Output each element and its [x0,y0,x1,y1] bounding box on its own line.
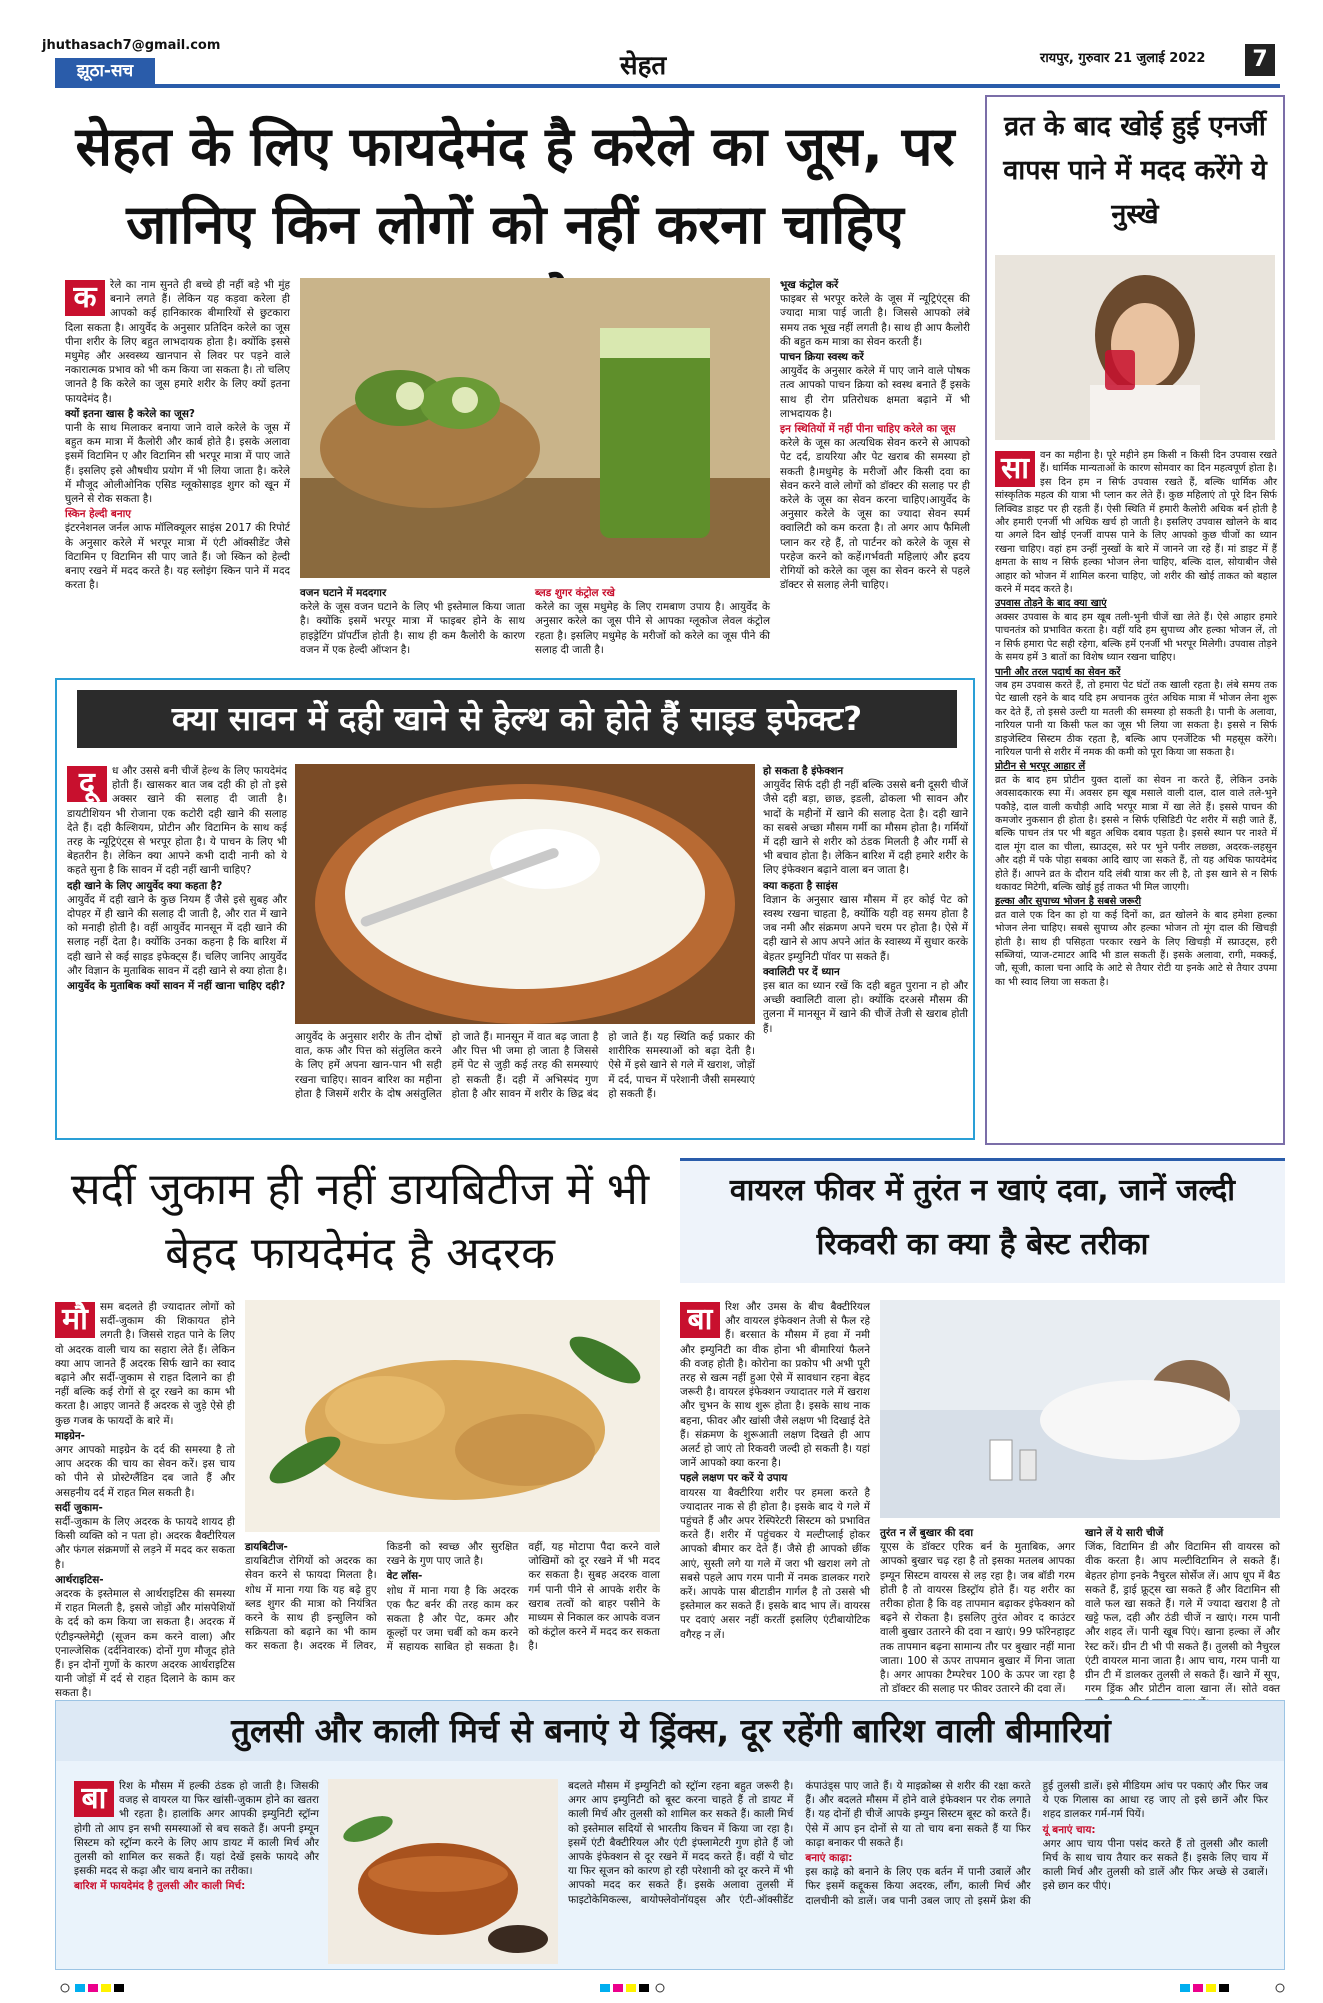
story-karela [55,100,975,665]
adrak-sub-1: माइग्रेन- [55,1429,85,1442]
vrat-sub-4: हल्का और सुपाच्य भोजन है सबसे जरूरी [995,896,1142,908]
karela-p-5: फाइबर से भरपूर करेले के जूस में न्यूट्रिएंट्स की ज्यादा मात्रा पाई जाती है। जिससे आपको लंबे समय तक भूख नहीं लगती है। साथ ही आप कैलोरी की बहुत कम मात्रा का सेवन करती हैं। [780,293,970,348]
tulsi-sub-2: बनाएं काढ़ा: [805,1852,853,1865]
karela-col-1 [65,278,290,663]
karela-p-3: करेले के जूस वजन घटाने के लिए भी इस्तेमाल किया जाता है। क्योंकि इसमें भरपूर मात्रा में फाइबर होने के साथ हाइड्रेटिंग प्रॉपर्टीज होती है। साथ ही कम कैलोरी के कारण वजन में एक हेल्दी ऑप्शन है। [300,601,525,656]
karela-sub-7: इन स्थितियों में नहीं पीना चाहिए करेले का जूस [780,423,956,436]
dahi-p-5: इस बात का ध्यान रखें कि दही बहुत पुराना न हो और अच्छी क्वालिटी वाला हो। क्योंकि दरअसे मौसम की तुलना में मानसून में खाने की चीजें तेजी से खराब होती हैं। [763,980,968,1035]
vrat-sub-2: पानी और तरल पदार्थ का सेवन करें [995,666,1121,678]
dropcap-viral: बा [680,1302,720,1338]
headline-vrat: व्रत के बाद खोई हुई एनर्जी वापस पाने में मदद करेंगे ये नुस्खे [1003,111,1267,230]
tulsi-p-1: बदलते मौसम में इम्युनिटी को स्ट्रॉन्ग रहना बहुत जरूरी है। अगर आप इम्युनिटी को बूस्ट करना चाहते हैं तो डायट में काली मिर्च और तुलसी को शामिल कर सकते हैं। काली मिर्च को इस्तेमाल सदियों से भारतीय किचन में किया जा रहा है। इसमें एंटी बैक्टीरियल और एंटी इंफ्लामेटरी गुण होते हैं जो आपके इंफेक्शन से दूर रखने में मदद करते हैं। वहीं ये चोट या फिर सूजन को कारण हो रही परेशानी को दूर करने में भी आपको मदद कर सकते हैं। इसके अलावा तुलसी में फाइटोकेमिकल्स, बायोफ्लेवोनॉयड्स और एंटी-ऑक्सीडेंट कंपाउंड्स पाए जाते हैं। ये माइक्रोब्स से शरीर की रक्षा करते हैं। और बदलते मौसम में होने वाले इंफेक्शन पर रोक लगाते हैं। यह दोनों ही चीजें आपके इम्युन सिस्टम बूस्ट को करते हैं। ऐसे में आप इन दोनों से या तो चाय बना सकते हैं या फिर काढ़ा बनाकर पी सकते हैं। [568,1780,1031,1906]
dahi-p-4: विज्ञान के अनुसार खास मौसम में हर कोई पेट को स्वस्थ रखना चाहता है, क्योंकि यही वह समय होता है जब नमी और संक्रमण अपने चरम पर होता है। ऐसे में दही खाने से आप अपने आंत के स्वास्थ्य में सुधार करके बेहतर इम्युनिटी पॉवर पा सकते हैं। [763,893,968,963]
masthead-brand: झूठा-सच [55,58,155,84]
viral-sub-3: खाने लें ये सारी चीजें [1085,1527,1164,1539]
adrak-sub-3: आर्थराइटिस- [55,1573,104,1586]
karela-col-3 [535,586,770,664]
vrat-p-2: जब हम उपवास करते हैं, तो हमारा पेट घंटों तक खाली रहता है। लंबे समय तक पेट खाली रहने के बाद यदि हम अचानक तुरंत अधिक मात्रा में भोजन लेना शुरू कर देते हैं, तो इससे उल्टी या मतली की समस्या हो सकती है। पानी के अलावा, नारियल पानी या किसी फल का जूस भी लिया जा सकता है। इससे न सिर्फ डाइजेस्टिव सिस्टम ठीक रहता है, बल्कि आप एनर्जेटिक भी महसूस करेंगे। नारियल पानी से शरीर में नमक की कमी को पूरा किया जा सकता है। [995,679,1277,758]
karela-col-4 [780,278,970,663]
adrak-sub-2: सर्दी जुकाम- [55,1501,103,1514]
viral-col-3 [1085,1526,1280,1696]
headline-karela: सेहत के लिए फायदेमंद है करेले का जूस, पर जानिए किन लोगों को नहीं करना चाहिए [75,115,955,256]
vrat-sub-3: प्रोटीन से भरपूर आहार लें [995,761,1086,773]
dropcap-vrat: सा [995,451,1035,487]
sick-woman-photo [880,1300,1280,1518]
dahi-p-1: आयुर्वेद में दही खाने के कुछ नियम हैं जैसे इसे सुबह और दोपहर में ही खाने की सलाह दी जाती है, और रात में खाने को मनाही होती है। वहीं आयुर्वेद मानसून में दही खाने की सलाह नहीं देता है। क्योंकि उनका कहना है कि बारिश में दही खाने से कई साइड इफेक्ट्स हैं। चलिए जानिए आयुर्वेद और विज्ञान के मुताबिक सावन में दही खाने से क्या होता है। [67,893,287,977]
karela-p-4: करेले का जूस मधुमेह के लिए रामबाण उपाय है। आयुर्वेद के अनुसार करेले का जूस पीने से आपका ग्लूकोज लेवल कंट्रोल रहता है। इसलिए मधुमेह के मरीजों को करेले का जूस पीने की सलाह दी जाती है। [535,601,770,656]
dahi-sub-3: हो सकता है इंफेक्शन [763,765,844,777]
karela-intro: रेले का नाम सुनते ही बच्चे ही नहीं बड़े भी मुंह बनाने लगते हैं। लेकिन यह कड़वा करेला ही आपको कई हानिकारक बीमारियों से छुटकारा दिला सकता है। आयुर्वेद के अनुसार प्रतिदिन करेले का जूस पीना शरीर के लिए बहुत लाभदायक होता है। क्योंकि इससे मधुमेह और अस्वस्थ्य खानपान से लिवर पर पड़ने वाले नकारात्मक प्रभाव को भी कम किया जा सकता है। तो चलिए जानते है कि करेले का जूस हमारे शरीर के लिए क्यों इतना फायदेमंद है। [65,279,290,405]
curd-bowl-photo [295,764,755,1024]
vrat-p-4: व्रत वाले एक दिन का हो या कई दिनों का, व्रत खोलने के बाद हमेशा हल्का भोजन लेना चाहिए। सबसे सुपाच्य और हल्का भोजन तो मूंग दाल की खिचड़ी होती है। साथ ही पसिहता परकार रखने के लिए खिचड़ी में स्प्राउट्स, हरी सब्जियां, प्याज-टमाटर आदि भी डाल सकती हैं। इसके अलावा, रागी, मक्कई, जौ, सूजी, काला चना आदि के आटे से तैयार रोटी या इनके आटे से तैयार उपमा का भी स्वाद लिया जा सकता है। [995,909,1277,988]
viral-p-1: वायरस या बैक्टीरिया शरीर पर हमला करते है ज्यादातर नाक से ही होता है। इसके बाद ये गले में पहुंचते हैं और अपर रेस्पिरेटरी सिस्टम को प्रभावित करते हैं। शरीर में पहुंचकर ये मल्टीप्लाई होकर आपको बीमार कर देते हैं। जैसे ही आपको छींक आएं, सुस्ती लगे या गले में जरा भी खराश लगे तो सबसे पहले आप गरम पानी में नमक डालकर गरारे करें। आपके पास बीटाडीन गार्गल है तो उससे भी इस्तेमाल कर सकते हैं। इसके बाद भाप लें। वायरस पर दवाएं असर नहीं करतीं इसलिए एंटीबायोटिक वगैरह न लें। [680,1486,870,1641]
vrat-intro: वन का महीना है। पूरे महीने हम किसी न किसी दिन उपवास रखते हैं। धार्मिक मान्यताओं के कारण सोमवार का दिन महत्वपूर्ण होता है। इस दिन हम न सिर्फ उपवास रखते हैं, बल्कि धार्मिक और सांस्कृतिक महत्व की यात्रा भी प्लान कर लेते हैं। कुछ महिलाएं तो पूरे दिन सिर्फ लिक्विड डाइट पर ही रहती हैं। ऐसी स्थिति में हमारी कैलोरी अधिक बर्न होती है और हमारी एनर्जी भी अधिक खर्च हो जाती है। इसलिए उपवास खोलने के बाद या अगले दिन खोई एनर्जी वापस पाने के लिए आपको कुछ चीजों का ध्यान रखना चाहिए। वहां हम उन्हीं नुस्खों के बारे में जानने जा रहे हैं। मां डाइट में हैं क्षमता के साथ न सिर्फ हल्का भोजन लेना चाहिए, बल्कि दाल, सोयाबीन जैसे आहार को भोजन में शामिल करना चाहिए, जो शरीर की खोई ताकत को बहाल करने में मदद करते है। [995,450,1277,596]
karela-sub-2: स्किन हेल्दी बनाए [65,508,132,521]
story-tulsi [55,1700,1285,1970]
vrat-p-3: व्रत के बाद हम प्रोटीन युक्त दालों का सेवन ना करते हैं, लेकिन उनके अवसादकारक स्पा में। अवसर हम खूब मसाले वाली दाल, दाल वाले तले-भुने पकौड़े, दाल वाली कचौड़ी आदि भरपूर मात्रा में खा लेते हैं। इससे पाचन की कमजोर नुकसान ही होता है। इससे न सिर्फ एसिडिटी पेट शरीर में सही जाते हैं, बल्कि पाचन तंत्र पर भी बहुत अधिक दबाव पड़ता है। इससे स्थान पर नाश्ते में दाल मूंग दाल का चीला, स्प्राउट्स, सरे पर भुने पनीर लछ्छा, अदरक-लहसुन और दही में पके पोहा सबका आदि खाए जा सकते हैं, तो यह अधिक फायदेमंद होते हैं। आपने व्रत के दौरान यदि लंबी यात्रा कर ली है, तो इस खाने से न सिर्फ थकावट मिटेगी, बल्कि खोई हुई ताकत भी मिल जाएगी। [995,774,1277,893]
ginger-photo [245,1300,660,1532]
adrak-p-4: डायबिटीज रोगियों को अदरक का सेवन करने से फायदा मिलता है। शोध में माना गया कि यह बढ़े हुए ब्लड शुगर की मात्रा को नियंत्रित करने के साथ ही इन्सुलिन को सक्रियता को बढ़ाने का भी काम कर सकता है। अदरक में लिवर, किडनी को स्वच्छ और सुरक्षित रखने के गुण पाए जाते है। [245,1541,519,1653]
registration-mark-center [600,1978,720,1988]
karela-col-2 [300,586,525,664]
adrak-p-2: सर्दी-जुकाम के लिए अदरक के फायदे शायद ही किसी व्यक्ति को न पता हो। अदरक बैक्टीरियल और फंगल संक्रमणों से लड़ने में मदद कर सकता है। [55,1516,235,1571]
dahi-sub-1: दही खाने के लिए आयुर्वेद क्या कहता है? [67,879,223,892]
section-title: सेहत [620,51,667,81]
dateline: रायपुर, गुरुवार 21 जुलाई 2022 [1040,51,1206,66]
page-number: 7 [1245,44,1275,76]
tulsi-p-2: इस काढ़े को बनाने के लिए एक बर्तन में पानी उबालें और फिर इसमें कद्दूकस किया अदरक, लौंग, काली मिर्च और दालचीनी को डालें। जब पानी उबल जाए तो इसमें फ्रेश की हुई तुलसी डालें। इसे मीडियम आंच पर पकाएं और फिर जब ये एक गिलास का आधा रह जाए तो इसे छानें और फिर शहद डालकर गर्म-गर्म पियें। [805,1780,1268,1907]
headline-adrak: सर्दी जुकाम ही नहीं डायबिटीज में भी बेहद फायदेमंद है अदरक [70,1164,650,1279]
vrat-body [995,449,1277,1139]
dahi-p-3: आयुर्वेद सिर्फ दही ही नहीं बल्कि उससे बनी दूसरी चीजें जैसे दही बड़ा, छाछ, इडली, ढोकला भी सावन और भादों के महीनों में खाने की सलाह देता है। दही खाने का सबसे अच्छा मौसम गर्मी का मौसम होता है। गर्मियों में दही खाने से शरीर को ठंडक मिलती है और गर्मी से भी बचाव होता है। लेकिन बारिश में दही हमारे शरीर के लिए इंफेक्शन बढ़ाने वाला बन जाता है। [763,779,968,877]
dahi-col-2 [295,1030,755,1134]
masthead-rule [55,84,1280,88]
viral-sub-1: पहले लक्षण पर करें ये उपाय [680,1472,788,1485]
dropcap-tulsi: बा [74,1781,114,1817]
adrak-intro: सम बदलते ही ज्यादातर लोगों को सर्दी-जुकाम की शिकायत होने लगती है। जिससे राहत पाने के लिए वो अदरक वाली चाय का सहारा लेते हैं। लेकिन क्या आप जानते हैं अदरक सिर्फ खाने का स्वाद बढ़ाने और सर्दी-जुकाम से राहत दिलाने का ही नहीं बल्कि कई रोगों से दूर रखने का काम भी करता है। आइए जानते हैं अदरक से जुड़े ऐसे ही कुछ गजब के फायदों के बारे में। [55,1301,235,1427]
karela-sub-5: भूख कंट्रोल करें [780,279,839,291]
adrak-col-2 [245,1540,660,1688]
vrat-p-1: अक्सर उपवास के बाद हम खूब तली-भुनी चीजें खा लेते हैं। ऐसे आहार हमारे पाचनतंत्र को प्रभावित करता है। वहीं यदि हम सुपाच्य और हल्का भोजन लें, तो न सिर्फ हमारा पेट सही रहेगा, बल्कि हमें एनर्जी भी भरपूर मिलेगी। उपवास तोड़ने के समय हमें 3 बातों का विशेष ध्यान रखना चाहिए। [995,611,1277,664]
karela-sub-1: क्यों इतना खास है करेले का जूस? [65,407,195,420]
dahi-sub-2: आयुर्वेद के मुताबिक क्यों सावन में नहीं खाना चाहिए दही? [67,980,286,993]
registration-mark-left [60,1978,170,1988]
karela-juice-photo [300,278,770,578]
dahi-sub-4: क्या कहता है साइंस [763,879,838,892]
dahi-sub-5: क्वालिटी पर दें ध्यान [763,965,840,978]
karela-p-2: इंटरनेशनल जर्नल आफ मॉलिक्यूलर साइंस 2017 की रिपोर्ट के अनुसार करेले में भरपूर मात्रा में एंटी ऑक्सीडेंट जैसे विटामिन ए विटामिन सी पाए जाते हैं। जो स्किन को हेल्दी बनाए रखने में मदद करते है। यह स्लोइंग स्किन पाने में मदद करता है। [65,522,290,592]
masthead [0,0,1323,90]
registration-mark-right [1180,1978,1290,1988]
adrak-col-1 [55,1300,235,1700]
tulsi-sub-1: बारिश में फायदेमंद है तुलसी और काली मिर्च: [74,1880,246,1893]
adrak-p-3: अदरक के इस्तेमाल से आर्थराइटिस की समस्या में राहत मिलती है, इससे जोड़ों और मांसपेशियों के दर्द को कम किया जा सकता है। अदरक में एंटीइन्फ्लेमेट्री (सूजन कम करने वाला) और एनाल्जेसिक (दर्दनिवारक) दोनों गुण मौजूद होते हैं। इन दोनों गुणों के कारण अदरक आर्थराइटिस यानी जोड़ों में दर्द से राहत दिलाने के काम कर सकता है। [55,1588,235,1700]
karela-p-7: करेले के जूस का अत्यधिक सेवन करने से आपको पेट दर्द, डायरिया और पेट खराब की समस्या हो सकती है।मधुमेह के मरीजों और किसी दवा का सेवन करने वाले लोगों को डॉक्टर की सलाह पर ही करेले के जूस का सेवन करना चाहिए।आयुर्वेद के अनुसार करेले के जूस का ज्यादा सेवन स्पर्म क्वालिटी को कम करता है। तो अगर आप फैमिली प्लान कर रहे हैं, तो पार्टनर को करेले के जूस से परहेज करने को कहें।गर्भवती महिलाएं और ह्रदय रोगियों को करेले का जूस का सेवन करने से पहले डॉक्टर से सलाह लेनी चाहिए। [780,437,970,592]
masthead-email: jhuthasach7@gmail.com [42,38,221,53]
karela-sub-4: ब्लड शुगर कंट्रोल रखे [535,587,615,599]
viral-intro: रिश और उमस के बीच बैक्टीरियल और वायरल इंफेक्शन तेजी से फैल रहे हैं। बरसात के मौसम में हवा में नमी और इम्युनिटी का वीक होना भी बीमारियां फैलने की वजह होती है। कोरोना का प्रकोप भी अभी पूरी तरह से खत्म नहीं हुआ ऐसे में सावधान रहना बेहद जरूरी है। वायरल इंफेक्शन ज्यादातर गले में खराश और चुभन के साथ शुरू होता है। इसके साथ नाक बहना, फीवर और खांसी जैसे लक्षण भी दिखाई देते हैं। संक्रमण के शुरूआती लक्षण दिखते ही आप अलर्ट हो जाएं तो रिकवरी जल्दी हो सकती है। यहां जानें आपको क्या करना है। [680,1301,870,1470]
story-adrak [55,1150,665,1700]
karela-sub-3: वजन घटाने में मददगार [300,587,387,599]
tulsi-col-2 [568,1779,1268,1964]
viral-p-2: यूएस के डॉक्टर एरिक बर्न के मुताबिक, अगर आपको बुखार चढ़ रहा है तो इसका मतलब आपका इम्यून सिस्टम वायरस से लड़ रहा है। जब बॉडी गरम होती है तो वायरस डिस्ट्रॉय होते हैं। यह शरीर का तरीका होता है कि वह तापमान बढ़ाकर इंफेक्शन को बढ़ने से रोकता है। इसलिए तुरंत ओवर द काउंटर वाली बुखार उतारने की दवा न खाएं। 99 फॉरेनहाइट तक तापमान बढ़ना सामान्य तौर पर बुखार नहीं माना जाता। 100 से ऊपर तापमान बुखार में गिना जाता है। अगर आपका टैम्परेचर 100 के ऊपर जा रहा है तो डॉक्टर की सलाह पर फीवर उतारने की दवा लें। [880,1541,1075,1696]
adrak-p-1: अगर आपको माइग्रेन के दर्द की समस्या है तो आप अदरक की चाय का सेवन करें। इस चाय को पीने से प्रोस्टेग्लैंडिन दब जाते हैं और असहनीय दर्द में राहत मिल सकती है। [55,1444,235,1499]
dahi-col-1 [67,764,287,1134]
tulsi-intro: रिश के मौसम में हल्की ठंडक हो जाती है। जिसकी वजह से वायरल या फिर खांसी-जुकाम होने का खतरा भी रहता है। हालांकि अगर आपकी इम्युनिटी स्ट्रॉन्ग होगी तो आप इन सभी समस्याओं से बच सकते हैं। अपनी इम्यून सिस्टम को स्ट्रॉन्ग करने के लिए आप डायट में काली मिर्च और तुलसी को शामिल कर सकते हैं। यहां देखें इसके फायदे और इसकी मदद से कढ़ा और चाय बनाने का तरीका। [74,1780,319,1878]
dahi-p-2: आयुर्वेद के अनुसार शरीर के तीन दोषों वात, कफ और पित्त को संतुलित करने के लिए हमें अपना खान-पान भी सही रखना चाहिए। सावन बारिश का महीना होता है जिसमें शरीर के दोष असंतुलित हो जाते हैं। मानसून में वात बढ़ जाता है और पित्त भी जमा हो जाता है जिससे हमें पेट से जुड़ी कई तरह की समस्याएं हो सकती हैं। दही में अभिस्पंद गुण होता है और सावन में शरीर के छिद्र बंद हो जाते हैं। यह स्थिति कई प्रकार की शारीरिक समस्याओं को बढ़ा देती है। ऐसे में इसे खाने से गले में खराश, जोड़ों में दर्द, पाचन में परेशानी जैसी समस्याएं हो सकती हैं। [295,1031,755,1100]
viral-p-3: जिंक, विटामिन डी और विटामिन सी वायरस को वीक करता है। आप मल्टीविटामिन ले सकते हैं। बेहतर होगा इनके नैचुरल सोर्सेज लें। आप धूप में बैठ सकते हैं, ड्राई फ्रूट्स खा सकते हैं और विटामिन सी वाले फल खा सकते हैं। गले में ज्यादा खराश है तो खट्टे फल, दही और ठंडी चीजें न खाएं। गरम पानी और शहद लें। पानी खूब पिएं। खाना हल्का लें और रेस्ट करें। ग्रीन टी भी पी सकते हैं। तुलसी को नैचुरल एंटी वायरल माना जाता है। आप चाय, गरम पानी या ग्रीन टी में डालकर तुलसी ले सकते हैं। खाने में सूप, गरम ड्रिंक और प्रोटीन वाला खाना लें। सोते वक्त [1085,1541,1280,1696]
viral-col-2 [880,1526,1075,1696]
dropcap-dahi: दू [67,766,107,802]
story-dahi [55,678,975,1140]
headline-tulsi: तुलसी और काली मिर्च से बनाएं ये ड्रिंक्स, दूर रहेंगी बारिश वाली बीमारियां [231,1711,1111,1750]
dropcap-adrak: मौ [55,1302,95,1338]
woman-drinking-juice-photo [995,255,1275,440]
karela-sub-6: पाचन क्रिया स्वस्थ करें [780,351,864,364]
vrat-sub-1: उपवास तोड़ने के बाद क्या खाएं [995,598,1107,610]
herbal-tea-photo [328,1779,558,1964]
adrak-sub-5: वेट लॉस- [386,1570,423,1583]
karela-p-6: आयुर्वेद के अनुसार करेले में पाए जाने वाले पोषक तत्व आपको पाचन क्रिया को स्वस्थ बनाते हैं इसके साथ ही रोग प्रतिरोधक क्षमता बढ़ाने में भी लाभदायक है। [780,365,970,420]
karela-p-1: पानी के साथ मिलाकर बनाया जाने वाले करेले के जूस में बहुत कम मात्रा में कैलोरी और कार्ब होते है। इसके अलावा इसमें विटामिन ए और विटामिन सी भरपूर मात्रा में पाए जाते हैं। इसलिए इसे औषधीय प्रयोग में भी लिया जाता है। करेले में मौजूद ओलीओनिक एसिड ग्लूकोसाइड शुगर को खून में घुलने से रोक सकता है। [65,422,290,506]
tulsi-p-3: अगर आप चाय पीना पसंद करते हैं तो तुलसी और काली मिर्च के साथ चाय तैयार कर सकते हैं। इसके लिए चाय में काली मिर्च और तुलसी को डालें और फिर अच्छे से उबालें। इसे छान कर पीएं। [1042,1837,1268,1893]
dahi-col-3 [763,764,968,1134]
dahi-intro: ध और उससे बनी चीजें हेल्थ के लिए फायदेमंद होती हैं। खासकर बात जब दही की हो तो इसे अक्सर खाने की सलाह दी जाती है। डायटीशियन भी रोजाना एक कटोरी दही खाने की सलाह देते हैं। दही कैल्शियम, प्रोटीन और विटामिन के साथ कई तरह के न्यूट्रिएंट्स से भरपूर होता है। ये पाचन के लिए भी बेहतरीन है। लेकिन क्या आपने कभी दादी नानी को ये कहते सुना है कि सावन में दही नहीं खानी चाहिए? [67,765,287,877]
adrak-sub-4: डायबिटीज- [245,1541,288,1553]
viral-col-1 [680,1300,870,1688]
tulsi-col-1 [74,1779,319,1964]
viral-sub-2: तुरंत न लें बुखार की दवा [880,1527,974,1539]
adrak-p-5: शोध में माना गया है कि अदरक एक फैट बर्नर की तरह काम कर सकता है और पेट, कमर और कूल्हों पर जमा चर्बी को कम करने में सहायक साबित हो सकता है। वहीं, यह मोटापा पैदा करने वाले जोखिमों को दूर रखने में भी मदद कर सकता है। सुबह अदरक वाला गर्म पानी पीने से आपके शरीर के खराब तत्वों को बाहर पसीने के माध्यम से निकाल कर आपके वजन को कंट्रोल करने में मदद कर सकता है। [386,1541,660,1654]
headline-viral-fever: वायरल फीवर में तुरंत न खाएं दवा, जानें जल्दी रिकवरी का क्या है बेस्ट तरीका [729,1173,1236,1262]
tulsi-sub-3: यूं बनाएं चाय: [1042,1823,1096,1836]
story-vrat [985,95,1285,1145]
dropcap-karela: क [65,280,105,316]
headline-dahi: क्या सावन में दही खाने से हेल्थ को होते हैं साइड इफेक्ट? [171,699,863,738]
story-viral-fever [680,1150,1285,1696]
